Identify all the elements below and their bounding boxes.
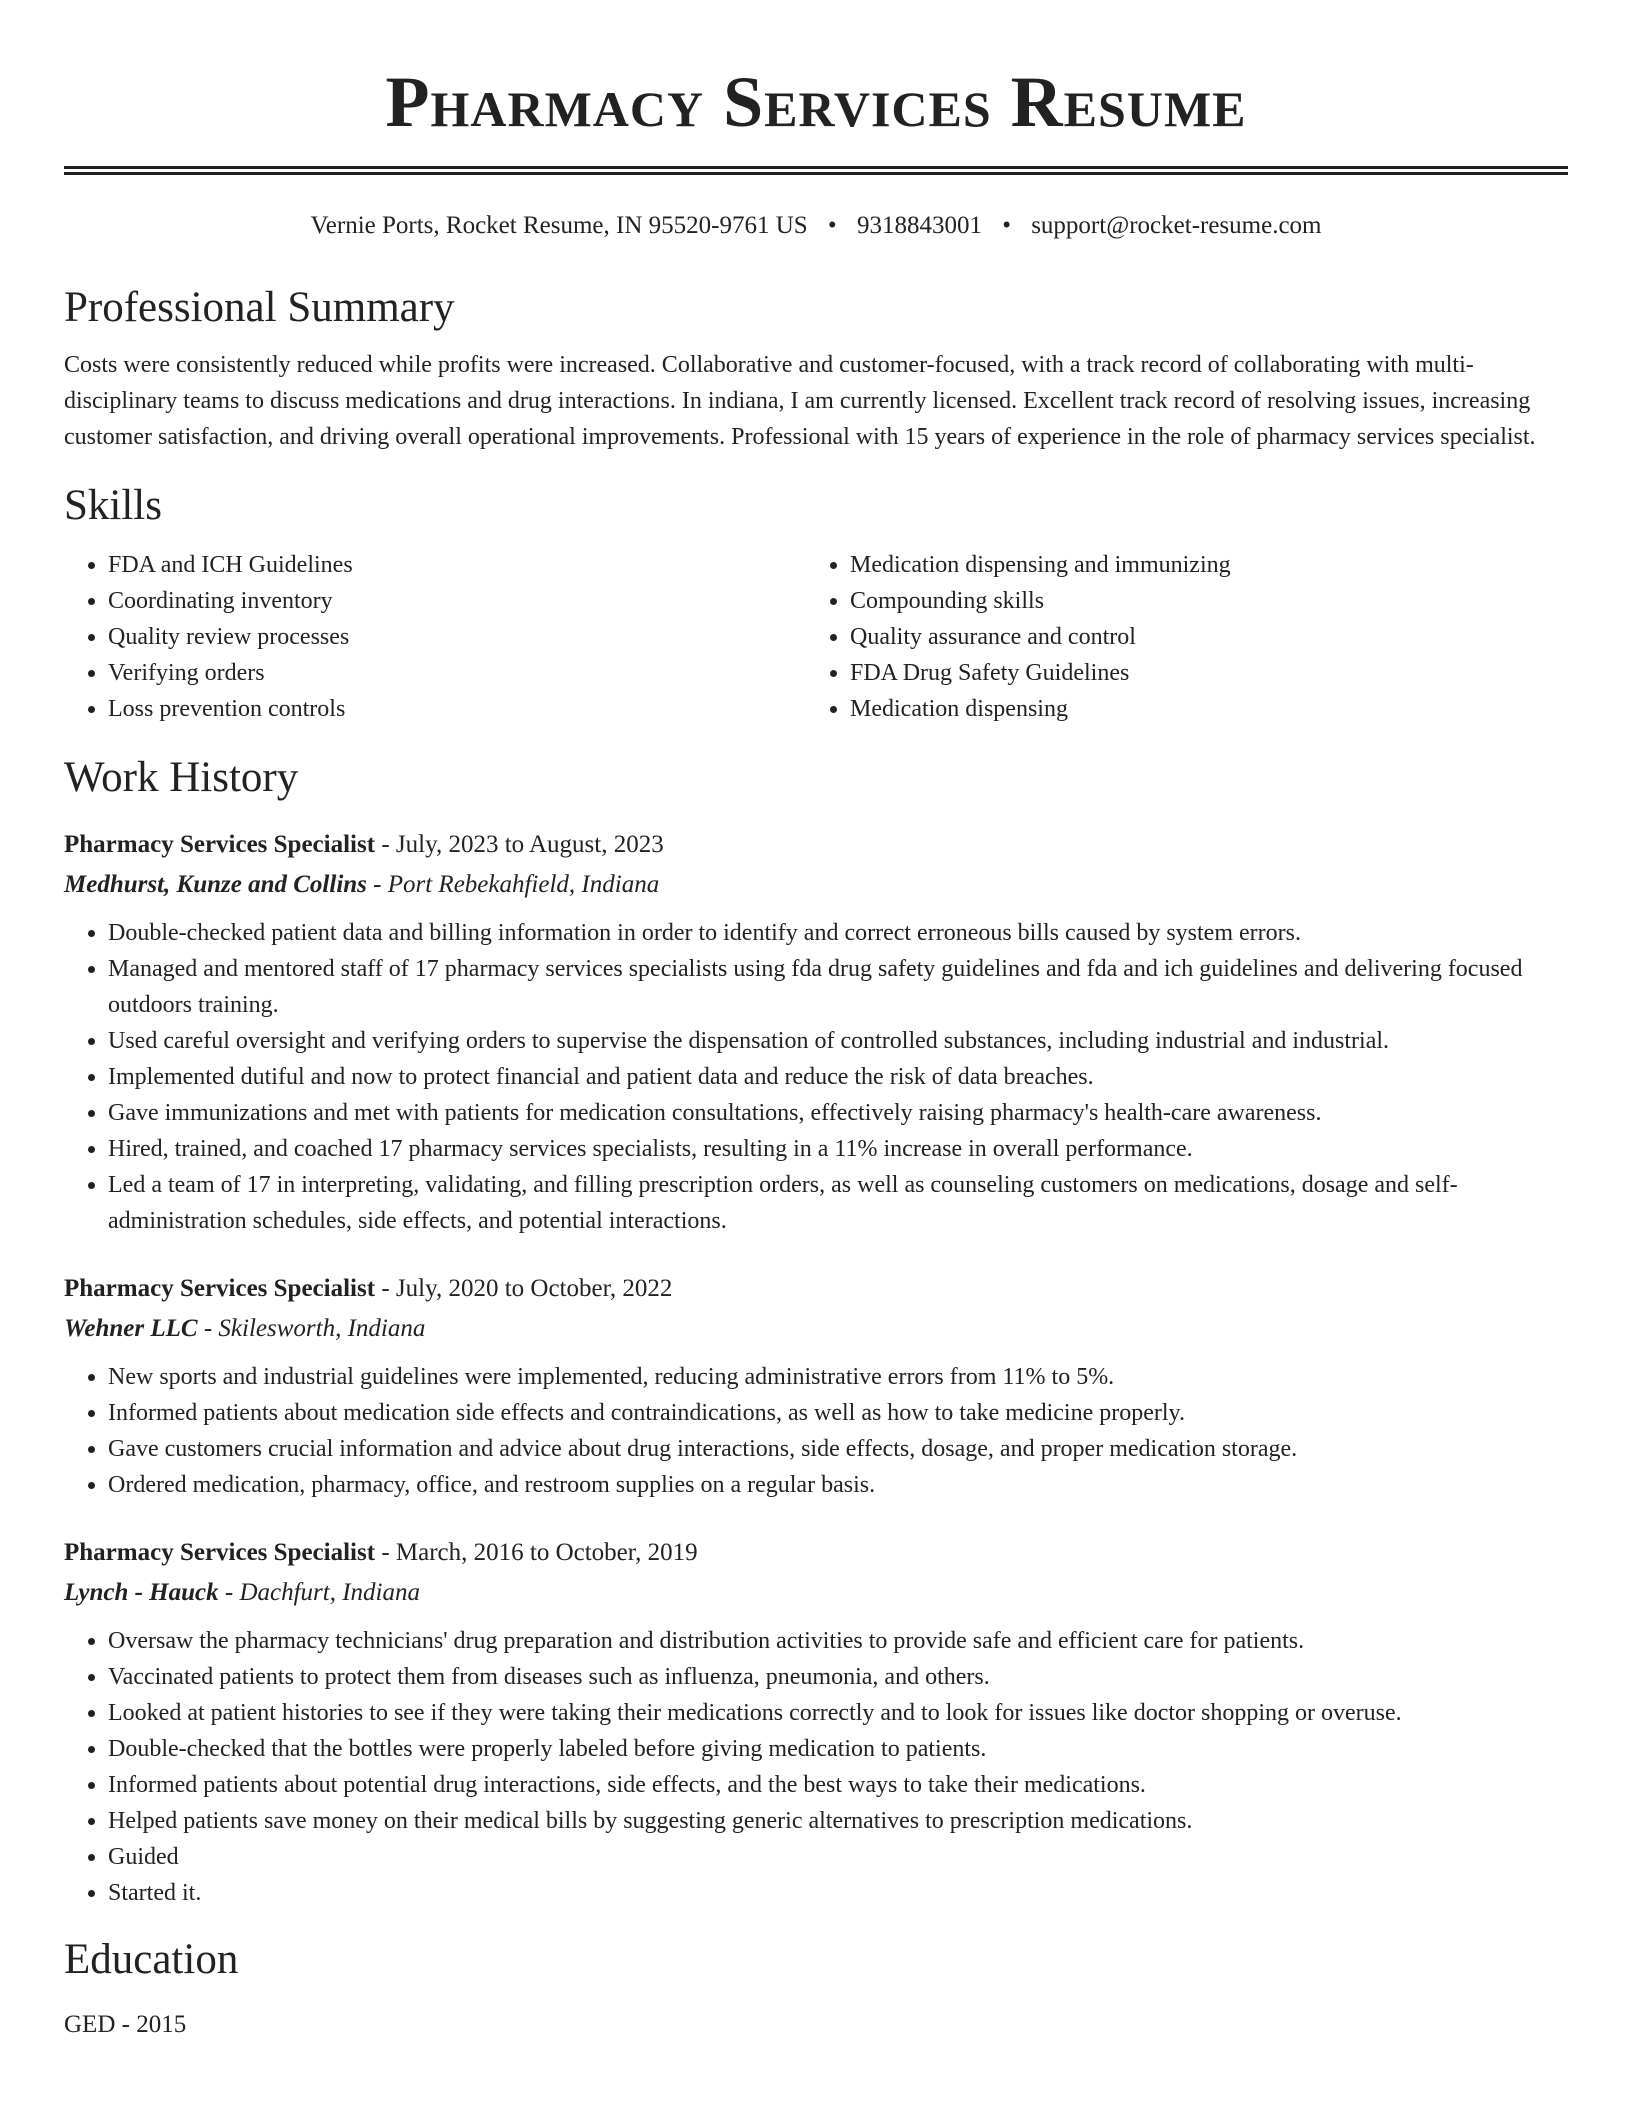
skill-item: • Loss prevention controls bbox=[108, 691, 806, 727]
title-divider bbox=[64, 166, 1568, 175]
summary-text: Costs were consistently reduced while profits were increased. Collaborative and customer-focused, with a track record of collaborating with multi-disciplinary teams to discuss medications and drug interactions. In indiana, I am currently licensed. Excellent track record of resolving issues, increasing customer satisfaction, and driving overall operational improvements. Professional with 15 years of experience in the role of pharmacy services specialist. bbox=[64, 352, 1536, 450]
job-title: Pharmacy Services Specialist bbox=[64, 1539, 376, 1566]
skill-item: • FDA Drug Safety Guidelines bbox=[850, 655, 1548, 691]
resume-title: Pharmacy Services Resume bbox=[385, 62, 1247, 142]
skill-item: • Coordinating inventory bbox=[108, 583, 806, 619]
job-bullet: • Gave customers crucial information and advice about drug interactions, side effects, dosage, and proper medication storage. bbox=[108, 1431, 1568, 1467]
contact-email: support@rocket-resume.com bbox=[1031, 212, 1322, 239]
job-bullet: • Managed and mentored staff of 17 pharmacy services specialists using fda drug safety guidelines and fda and ich guidelines and delivering focused outdoors training. bbox=[108, 951, 1568, 1023]
job-bullet: • Helped patients save money on their medical bills by suggesting generic alternatives to prescription medications. bbox=[108, 1803, 1568, 1839]
job-bullet: • Double-checked that the bottles were properly labeled before giving medication to patients. bbox=[108, 1731, 1568, 1767]
skill-item: • Compounding skills bbox=[850, 583, 1548, 619]
job-bullet: • Looked at patient histories to see if they were taking their medications correctly and to look for issues like doctor shopping or overuse. bbox=[108, 1695, 1568, 1731]
job-bullet: • Guided bbox=[108, 1839, 1568, 1875]
job-bullet: • Informed patients about potential drug interactions, side effects, and the best ways to take their medications. bbox=[108, 1767, 1568, 1803]
company-location: - Dachfurt, Indiana bbox=[224, 1579, 420, 1606]
job-bullet: • Informed patients about medication side effects and contraindications, as well as how to take medicine properly. bbox=[108, 1395, 1568, 1431]
work-history-heading: Work History bbox=[64, 754, 299, 801]
job-bullets bbox=[64, 915, 1568, 1239]
education-entry: GED - 2015 bbox=[64, 2011, 187, 2038]
skills-section bbox=[64, 481, 1568, 727]
skills-column-left bbox=[64, 547, 806, 727]
company-name: Medhurst, Kunze and Collins bbox=[64, 871, 367, 898]
company-line bbox=[64, 865, 1568, 905]
skills-list bbox=[64, 547, 1568, 727]
summary-section bbox=[64, 283, 1568, 455]
company-name: Lynch - Hauck bbox=[64, 1579, 219, 1606]
company-location: - Port Rebekahfield, Indiana bbox=[373, 871, 660, 898]
job-title-line bbox=[64, 1269, 1568, 1309]
job-dates: - July, 2020 to October, 2022 bbox=[381, 1275, 673, 1302]
job-bullets bbox=[64, 1359, 1568, 1503]
education-section bbox=[64, 1935, 1568, 2043]
company-line bbox=[64, 1309, 1568, 1349]
company-name: Wehner LLC bbox=[64, 1315, 198, 1342]
contact-line bbox=[64, 211, 1568, 241]
job-bullet: • Double-checked patient data and billing information in order to identify and correct erroneous bills caused by system errors. bbox=[108, 915, 1568, 951]
job-bullet: • Led a team of 17 in interpreting, validating, and filling prescription orders, as well as counseling customers on medications, dosage and self-administration schedules, side effects, and potential interactions. bbox=[108, 1167, 1568, 1239]
job-bullet: • Implemented dutiful and now to protect financial and patient data and reduce the risk of data breaches. bbox=[108, 1059, 1568, 1095]
contact-phone: 9318843001 bbox=[856, 212, 982, 239]
skill-item: • FDA and ICH Guidelines bbox=[108, 547, 806, 583]
contact-separator: • bbox=[1002, 212, 1011, 239]
skill-item: • Medication dispensing bbox=[850, 691, 1548, 727]
job-title-line bbox=[64, 825, 1568, 865]
skills-column-right bbox=[806, 547, 1548, 727]
job-bullet: • Oversaw the pharmacy technicians' drug preparation and distribution activities to provide safe and efficient care for patients. bbox=[108, 1623, 1568, 1659]
job-bullet: • Vaccinated patients to protect them from diseases such as influenza, pneumonia, and others. bbox=[108, 1659, 1568, 1695]
job-bullet: • New sports and industrial guidelines were implemented, reducing administrative errors from 11% to 5%. bbox=[108, 1359, 1568, 1395]
summary-heading: Professional Summary bbox=[64, 284, 455, 331]
job-bullets bbox=[64, 1623, 1568, 1911]
job-entry bbox=[64, 1533, 1568, 1911]
skill-item: • Quality assurance and control bbox=[850, 619, 1548, 655]
contact-address: Vernie Ports, Rocket Resume, IN 95520-9761 US bbox=[310, 212, 808, 239]
education-heading: Education bbox=[64, 1936, 239, 1983]
work-history-section bbox=[64, 753, 1568, 1911]
job-bullet: • Hired, trained, and coached 17 pharmacy services specialists, resulting in a 11% increase in overall performance. bbox=[108, 1131, 1568, 1167]
job-bullet: • Used careful oversight and verifying orders to supervise the dispensation of controlled substances, including industrial and industrial. bbox=[108, 1023, 1568, 1059]
company-location: - Skilesworth, Indiana bbox=[203, 1315, 426, 1342]
contact-separator: • bbox=[827, 212, 837, 239]
skill-item: • Quality review processes bbox=[108, 619, 806, 655]
skill-item: • Verifying orders bbox=[108, 655, 806, 691]
job-entry bbox=[64, 1269, 1568, 1503]
job-bullet: • Ordered medication, pharmacy, office, and restroom supplies on a regular basis. bbox=[108, 1467, 1568, 1503]
skill-item: • Medication dispensing and immunizing bbox=[850, 547, 1548, 583]
job-bullet: • Started it. bbox=[108, 1875, 1568, 1911]
job-dates: - July, 2023 to August, 2023 bbox=[381, 831, 664, 858]
job-title: Pharmacy Services Specialist bbox=[64, 831, 376, 858]
job-bullet: • Gave immunizations and met with patients for medication consultations, effectively raising pharmacy's health-care awareness. bbox=[108, 1095, 1568, 1131]
job-title-line bbox=[64, 1533, 1568, 1573]
job-dates: - March, 2016 to October, 2019 bbox=[381, 1539, 698, 1566]
job-title: Pharmacy Services Specialist bbox=[64, 1275, 376, 1302]
skills-heading: Skills bbox=[64, 482, 162, 529]
company-line bbox=[64, 1573, 1568, 1613]
job-entry bbox=[64, 825, 1568, 1239]
